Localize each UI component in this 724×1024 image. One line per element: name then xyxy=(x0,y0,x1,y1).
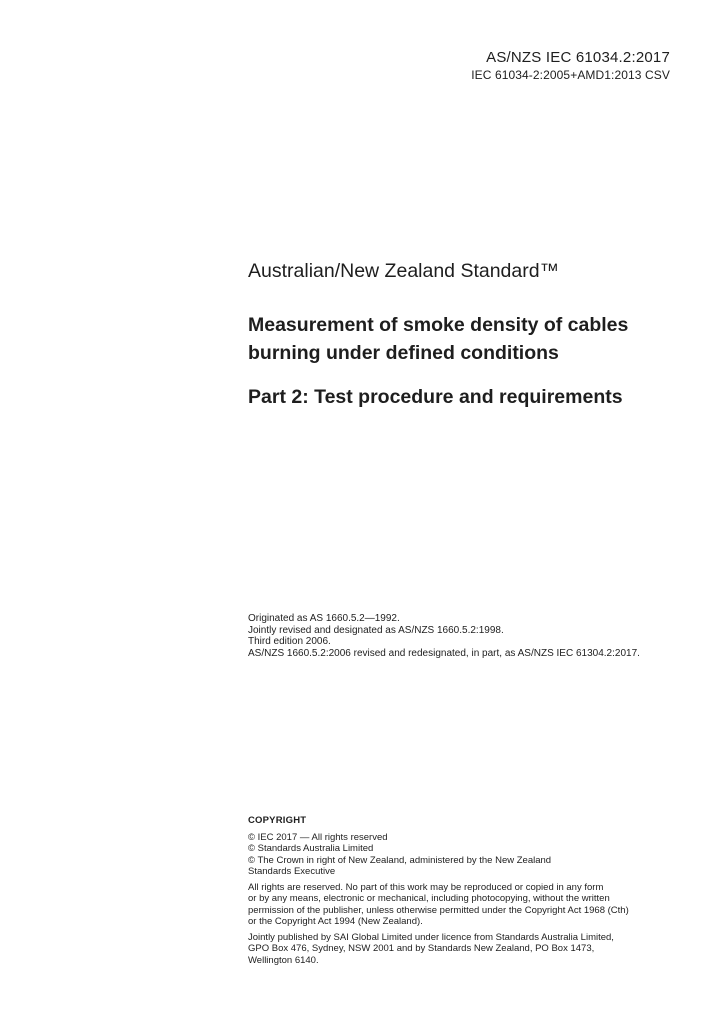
rights-line: All rights are reserved. No part of this work may be reproduced or copied in any form xyxy=(248,881,604,893)
series-title: Australian/New Zealand Standard™ xyxy=(248,260,560,282)
history-line: AS/NZS 1660.5.2:2006 revised and redesignated, in part, as AS/NZS IEC 61304.2:2017. xyxy=(248,647,640,659)
document-title-line-2: burning under defined conditions xyxy=(248,342,559,364)
copyright-heading: COPYRIGHT xyxy=(248,815,307,826)
document-title-line-1: Measurement of smoke density of cables xyxy=(248,314,629,336)
publisher-statement xyxy=(248,932,688,967)
rights-line: permission of the publisher, unless otherwise permitted under the Copyright Act 1968 (Cth) xyxy=(248,904,629,916)
iec-reference: IEC 61034-2:2005+AMD1:2013 CSV xyxy=(471,68,670,82)
copyright-owner-line: Standards Executive xyxy=(248,866,336,877)
history-line: Originated as AS 1660.5.2—1992. xyxy=(248,613,400,624)
publisher-line: Wellington 6140. xyxy=(248,954,319,966)
part-title: Part 2: Test procedure and requirements xyxy=(248,386,623,408)
publisher-line: Jointly published by SAI Global Limited under licence from Standards Australia Limited, xyxy=(248,931,614,943)
history-line: Third edition 2006. xyxy=(248,636,331,647)
copyright-owner-line: © IEC 2017 — All rights reserved xyxy=(248,831,388,843)
rights-line: or by any means, electronic or mechanical, including photocopying, without the written xyxy=(248,893,610,904)
title-block xyxy=(248,258,688,410)
publication-history xyxy=(248,613,708,659)
rights-statement xyxy=(248,882,688,928)
history-line: Jointly revised and designated as AS/NZS 1660.5.2:1998. xyxy=(248,624,504,636)
document-title xyxy=(248,311,688,367)
copyright-owner-line: © The Crown in right of New Zealand, administered by the New Zealand xyxy=(248,854,552,866)
copyright-notice xyxy=(248,815,688,970)
rights-line: or the Copyright Act 1994 (New Zealand). xyxy=(248,916,423,927)
document-header xyxy=(471,48,670,83)
publisher-line: GPO Box 476, Sydney, NSW 2001 and by Standards New Zealand, PO Box 1473, xyxy=(248,943,595,954)
copyright-owner-line: © Standards Australia Limited xyxy=(248,843,374,854)
copyright-owners xyxy=(248,832,688,878)
standard-number: AS/NZS IEC 61034.2:2017 xyxy=(486,49,670,66)
